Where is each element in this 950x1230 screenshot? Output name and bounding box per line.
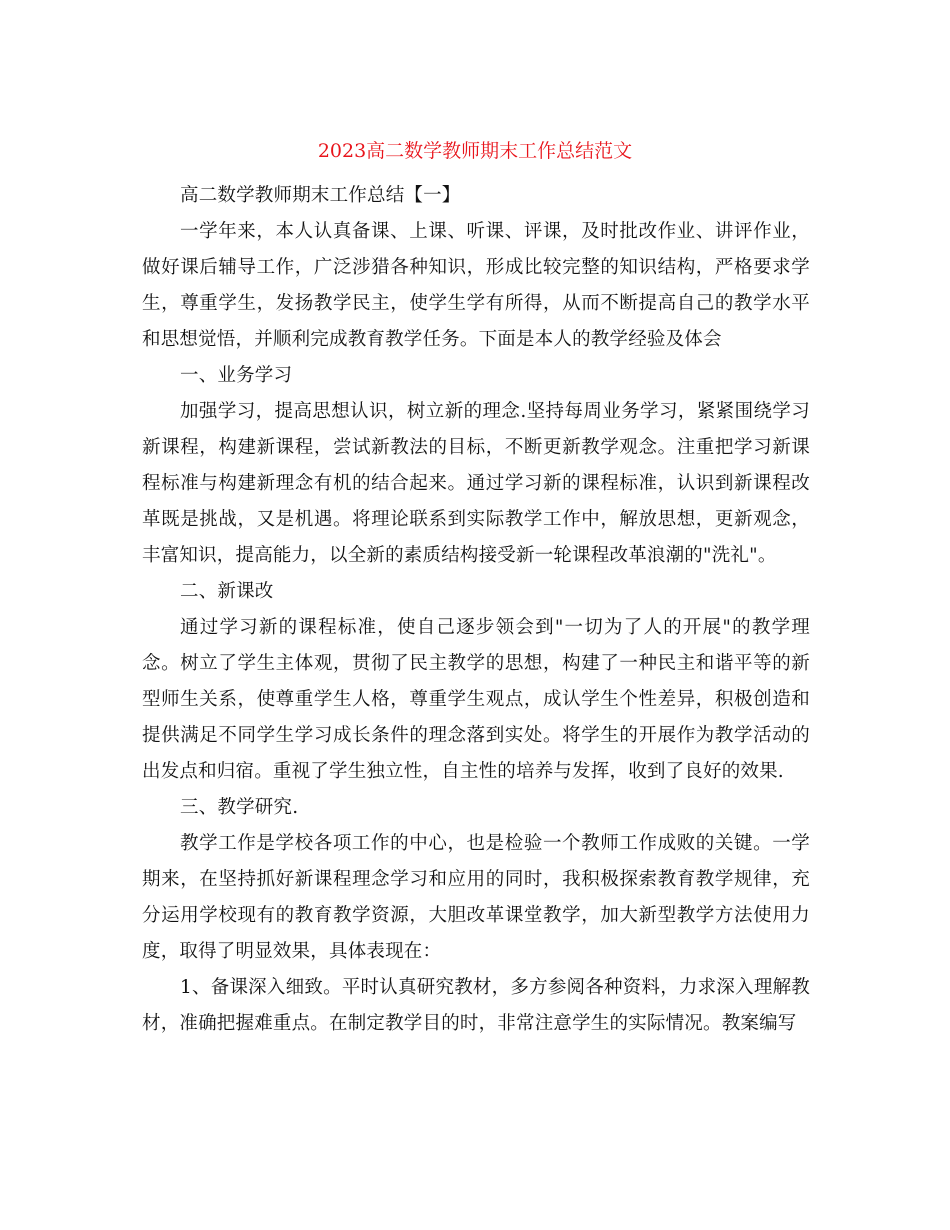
section-heading: 二、新课改: [180, 581, 274, 602]
section-heading: 一、业务学习: [180, 365, 293, 386]
paragraph: 一学年来，本人认真备课、上课、听课、评课，及时批改作业、讲评作业，做好课后辅导工作，广泛涉猎各种知识，形成比较完整的知识结构，严格要求学生，尊重学生，发扬教学民主，使学生学有所得，从而不断提高自己的教学水平和思想觉悟，并顺利完成教育教学任务。下面是本人的教学经验及体会: [142, 221, 810, 350]
paragraph: 1、备课深入细致。平时认真研究教材，多方参阅各种资料，力求深入理解教材，准确把握难重点。在制定教学目的时，非常注意学生的实际情况。教案编写: [142, 977, 810, 1034]
paragraph: 加强学习，提高思想认识，树立新的理念.坚持每周业务学习，紧紧围绕学习新课程，构建新课程，尝试新教法的目标，不断更新教学观念。注重把学习新课程标准与构建新理念有机的结合起来。通过学习新的课程标准，认识到新课程改革既是挑战，又是机遇。将理论联系到实际教学工作中，解放思想，更新观念，丰富知识，提高能力，以全新的素质结构接受新一轮课程改革浪潮的"洗礼"。: [142, 401, 810, 566]
paragraph: 通过学习新的课程标准，使自己逐步领会到"一切为了人的开展"的教学理念。树立了学生主体观，贯彻了民主教学的思想，构建了一种民主和谐平等的新型师生关系，使尊重学生人格，尊重学生观点，成认学生个性差异，积极创造和提供满足不同学生学习成长条件的理念落到实处。将学生的开展作为教学活动的出发点和归宿。重视了学生独立性，自主性的培养与发挥，收到了良好的效果.: [142, 617, 810, 782]
section-heading: 高二数学教师期末工作总结【一】: [180, 185, 461, 206]
document-title: 2023高二数学教师期末工作总结范文: [317, 140, 633, 162]
document-body: [142, 178, 810, 1042]
section-heading: 三、教学研究.: [180, 797, 299, 818]
paragraph: 教学工作是学校各项工作的中心，也是检验一个教师工作成败的关键。一学期来，在坚持抓好新课程理念学习和应用的同时，我积极探索教育教学规律，充分运用学校现有的教育教学资源，大胆改革课堂教学，加大新型教学方法使用力度，取得了明显效果，具体表现在：: [142, 833, 810, 962]
